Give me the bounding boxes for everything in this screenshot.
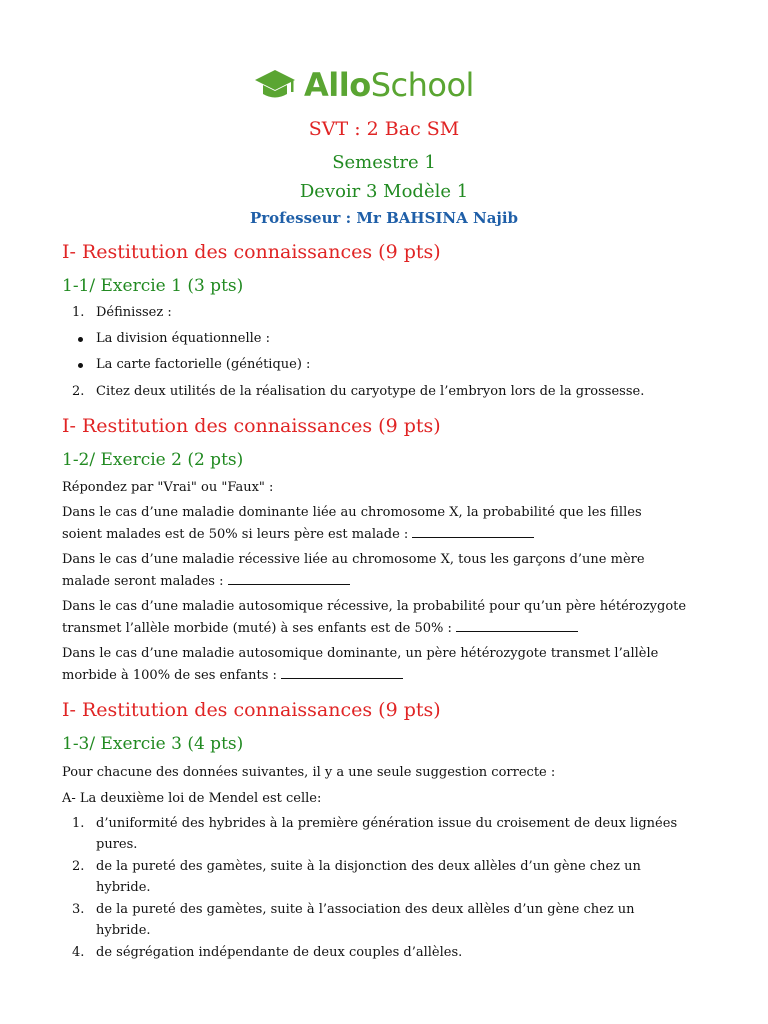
exercise-heading-3: 1-3/ Exercie 3 (4 pts) <box>62 734 244 754</box>
bullet-item: La division équationnelle : <box>96 331 270 346</box>
question-number: 2. <box>72 384 85 399</box>
option-text: de la pureté des gamètes, suite à l’association des deux allèles d’un gène chez un <box>96 902 635 917</box>
question-text: A- La deuxième loi de Mendel est celle: <box>62 791 322 806</box>
professor-label: Professeur : Mr BAHSINA Najib <box>249 209 519 227</box>
option-number: 2. <box>72 859 85 874</box>
option-text: d’uniformité des hybrides à la première génération issue du croisement de deux lignées <box>96 816 678 831</box>
option-text: pures. <box>96 837 138 852</box>
option-number: 4. <box>72 945 85 960</box>
exercise-heading-1: 1-1/ Exercie 1 (3 pts) <box>62 276 244 296</box>
statement-line: malade seront malades : <box>62 571 722 593</box>
answer-blank[interactable] <box>281 666 403 679</box>
section-heading-1: I- Restitution des connaissances (9 pts) <box>62 241 441 263</box>
statement-line: transmet l’allèle morbide (muté) à ses enfants est de 50% : <box>62 618 722 640</box>
bullet-icon <box>78 363 83 368</box>
option-text: hybride. <box>96 880 151 895</box>
answer-blank[interactable] <box>456 619 578 632</box>
answer-blank[interactable] <box>228 572 350 585</box>
question-number: 1. <box>72 305 85 320</box>
option-number: 1. <box>72 816 85 831</box>
logo-text: AlloSchool <box>304 66 474 104</box>
bullet-item: La carte factorielle (génétique) : <box>96 357 311 372</box>
option-text: de la pureté des gamètes, suite à la disjonction des deux allèles d’un gène chez un <box>96 859 641 874</box>
statement-line: Dans le cas d’une maladie autosomique récessive, la probabilité pour qu’un père hétérozygote <box>62 599 687 614</box>
section-heading-2: I- Restitution des connaissances (9 pts) <box>62 415 441 437</box>
exercise-heading-2: 1-2/ Exercie 2 (2 pts) <box>62 450 244 470</box>
semester-label: Semestre 1 <box>332 152 436 173</box>
graduation-cap-icon <box>254 67 296 103</box>
option-number: 3. <box>72 902 85 917</box>
bullet-icon <box>78 337 83 342</box>
question-text: Définissez : <box>96 305 172 320</box>
statement-line: Dans le cas d’une maladie autosomique dominante, un père hétérozygote transmet l’allèle <box>62 646 659 661</box>
instruction-text: Répondez par "Vrai" ou "Faux" : <box>62 480 274 495</box>
answer-blank[interactable] <box>412 525 534 538</box>
statement-line: soient malades est de 50% si leurs père est malade : <box>62 524 722 546</box>
section-heading-3: I- Restitution des connaissances (9 pts) <box>62 699 441 721</box>
alloschool-logo[interactable] <box>254 66 474 104</box>
instruction-text: Pour chacune des données suivantes, il y a une seule suggestion correcte : <box>62 765 556 780</box>
subject-title: SVT : 2 Bac SM <box>308 118 460 140</box>
statement-line: Dans le cas d’une maladie récessive liée au chromosome X, tous les garçons d’une mère <box>62 552 645 567</box>
statement-line: Dans le cas d’une maladie dominante liée au chromosome X, la probabilité que les filles <box>62 505 642 520</box>
question-text: Citez deux utilités de la réalisation du caryotype de l’embryon lors de la grossesse. <box>96 384 645 399</box>
option-text: hybride. <box>96 923 151 938</box>
option-text: de ségrégation indépendante de deux couples d’allèles. <box>96 945 463 960</box>
devoir-label: Devoir 3 Modèle 1 <box>299 181 469 202</box>
statement-line: morbide à 100% de ses enfants : <box>62 665 722 687</box>
